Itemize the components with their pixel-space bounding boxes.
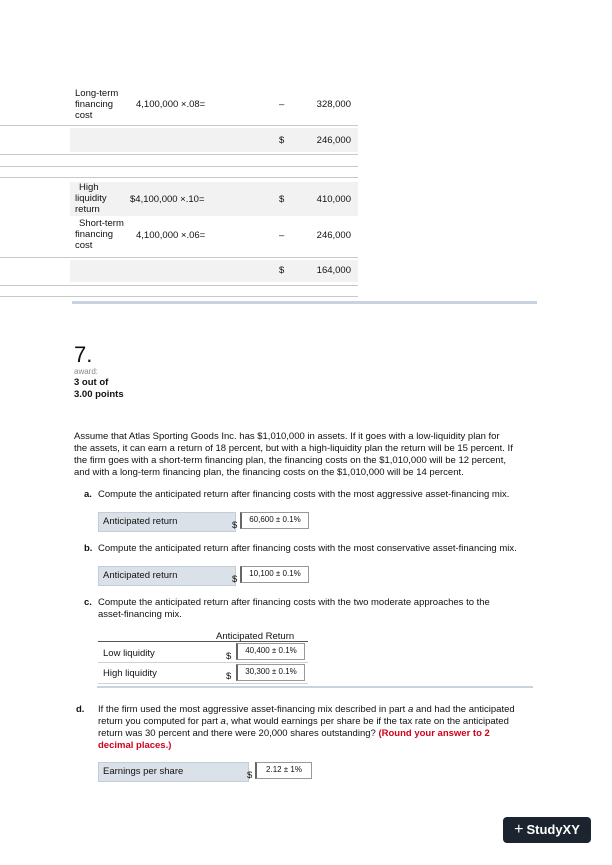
row-label: Short-term financing cost — [75, 218, 124, 251]
plus-icon: + — [514, 821, 524, 838]
part-a-text: Compute the anticipated return after financing costs with the most aggressive asset-financing mix. — [98, 489, 510, 500]
high-liquidity-label: High liquidity — [103, 668, 157, 679]
row-calc: $4,100,000 ×.10= — [130, 194, 205, 205]
row-symbol: $ — [279, 265, 285, 276]
currency-symbol: $ — [232, 574, 238, 585]
row-symbol: $ — [279, 135, 285, 146]
answer-c-low-field[interactable]: 40,400 ± 0.1% — [236, 643, 305, 660]
part-d-text: If the firm used the most aggressive asset-financing mix described in part a and had the anticipated return you computed for part a, what would earnings per share be if the tax rate on the anticipated return was 30 percent and there were 20,000 shares outstanding? (Round your answer to 2 decimal places.) — [98, 704, 515, 751]
section-divider — [72, 301, 537, 304]
award-label: award: — [74, 367, 99, 376]
row-value: 164,000 — [316, 265, 351, 276]
part-c-letter: c. — [84, 597, 92, 608]
answer-a-field[interactable]: 60,600 ± 0.1% — [240, 512, 309, 529]
part-c-text: Compute the anticipated return after financing costs with the two moderate approaches to the asset-financing mix. — [98, 597, 490, 620]
row-calc: 4,100,000 ×.06= — [136, 230, 206, 241]
row-value: 246,000 — [316, 230, 351, 241]
row-label: Long-term financing cost — [75, 88, 119, 121]
anticipated-return-header: Anticipated Return — [216, 631, 295, 642]
row-symbol: – — [279, 230, 285, 241]
question-number: 7. — [74, 342, 93, 367]
row-label: High liquidity return — [75, 182, 107, 215]
studyxy-logo: + StudyXY — [503, 817, 591, 843]
answer-c-high-field[interactable]: 30,300 ± 0.1% — [236, 664, 305, 681]
question-intro: Assume that Atlas Sporting Goods Inc. has $1,010,000 in assets. If it goes with a low-liquidity plan for the assets, it can earn a return of 18 percent, but with a high-liquidity plan the return will be 15 percent. If the firm goes with a short-term financing plan, the financing costs on the $1,010,000 will be 12 percent, and with a long-term financing plan, the financing costs on the $1,010,000 will be 14 percent. — [74, 431, 513, 478]
anticipated-return-label: Anticipated return — [98, 566, 236, 586]
currency-symbol: $ — [226, 651, 232, 662]
row-value: 246,000 — [316, 135, 351, 146]
currency-symbol: $ — [232, 520, 238, 531]
points: 3.00 points — [74, 389, 124, 400]
part-b-text: Compute the anticipated return after financing costs with the most conservative asset-financing mix. — [98, 543, 517, 554]
row-value: 328,000 — [316, 99, 351, 110]
score: 3 out of — [74, 377, 109, 388]
part-a-letter: a. — [84, 489, 92, 500]
anticipated-return-label: Anticipated return — [98, 512, 236, 532]
part-divider — [97, 686, 533, 688]
row-value: 410,000 — [316, 194, 351, 205]
answer-b-field[interactable]: 10,100 ± 0.1% — [240, 566, 309, 583]
low-liquidity-label: Low liquidity — [103, 648, 155, 659]
currency-symbol: $ — [226, 671, 232, 682]
eps-label: Earnings per share — [98, 762, 249, 782]
row-symbol: $ — [279, 194, 285, 205]
part-b-letter: b. — [84, 543, 93, 554]
part-d-letter: d. — [76, 704, 85, 715]
row-calc: 4,100,000 ×.08= — [136, 99, 206, 110]
currency-symbol: $ — [247, 770, 253, 781]
row-symbol: – — [279, 99, 285, 110]
answer-d-field[interactable]: 2.12 ± 1% — [255, 762, 312, 779]
